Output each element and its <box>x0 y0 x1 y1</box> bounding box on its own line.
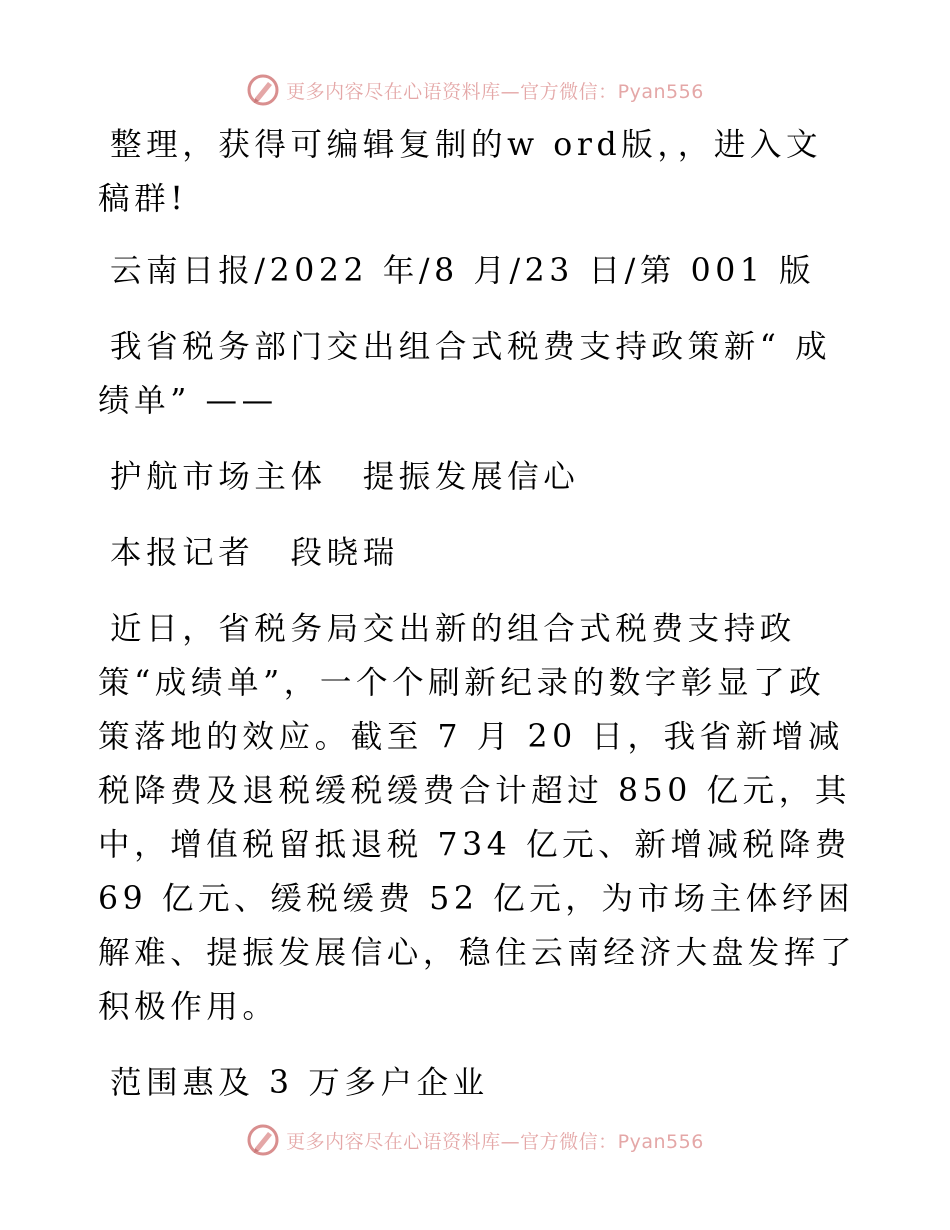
page-footer-watermark <box>0 1120 950 1160</box>
paragraph-source-line: 云南日报/2022 年/8 月/23 日/第 001 版 <box>110 253 816 289</box>
page-header-watermark <box>0 70 950 110</box>
watermark-text: 更多内容尽在心语资料库—官方微信：Pyan556 <box>286 1130 704 1153</box>
paragraph-body: 近日，省税务局交出新的组合式税费支持政策“成绩单”，一个个刷新纪录的数字彰显了政策落地的效应。截至 7 月 20 日，我省新增减税降费及退税缓税缓费合计超过 850 亿元，其中，增值税留抵退税 734 亿元、新增减税降费 69 亿元、缓税缓费 52 亿元，为市场主体纾困解难、提振发展信心，稳住云南经济大盘发挥了积极作用。 <box>98 611 857 1025</box>
paragraph-headline: 我省税务部门交出组合式税费支持政策新“ 成绩单” —— <box>98 329 832 419</box>
watermark-text: 更多内容尽在心语资料库—官方微信：Pyan556 <box>286 80 704 103</box>
paragraph-byline: 本报记者 段晓瑞 <box>110 535 399 571</box>
paragraph-section-heading: 范围惠及 3 万多户企业 <box>110 1065 489 1101</box>
paragraph-subheadline: 护航市场主体 提振发展信心 <box>110 459 580 495</box>
pen-circle-logo-icon <box>246 73 280 107</box>
document-body <box>98 118 858 1132</box>
pen-circle-logo-icon <box>246 1123 280 1157</box>
paragraph-intro: 整理，获得可编辑复制的w ord版，，进入文稿群! <box>98 127 823 217</box>
